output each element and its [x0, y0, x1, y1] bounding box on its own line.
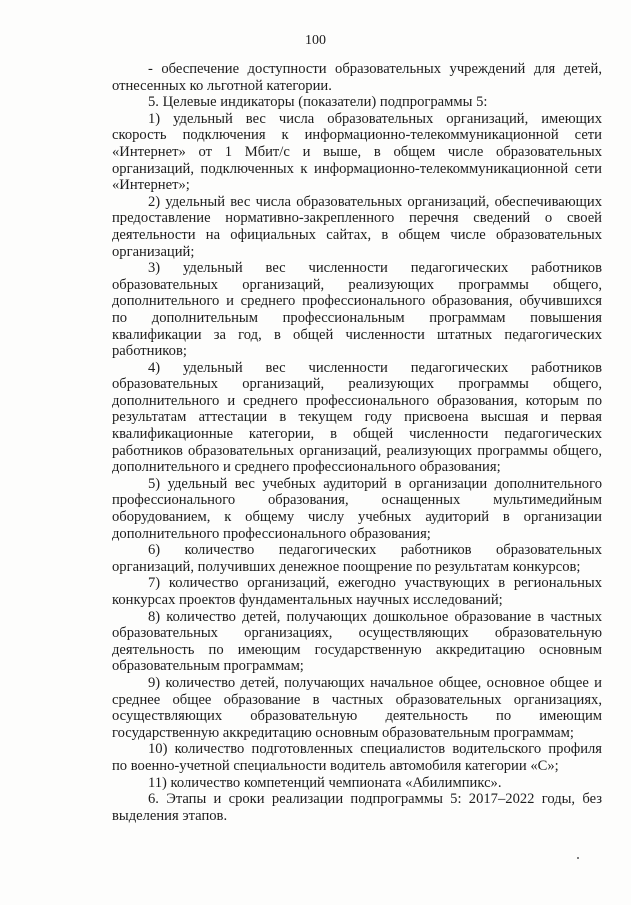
indicator-item-4: 4) удельный вес численности педагогических работников образовательных организаций, реализующих программы общего, дополнительного и среднего профессионального образования, которым по результатам аттестации в текущем году присвоена высшая и первая квалификационные категории, в общей численности педагогических работников образовательных организаций, реализующих программы общего, дополнительного и среднего профессионального образования; — [112, 359, 602, 476]
indicator-item-2: 2) удельный вес числа образовательных организаций, обеспечивающих предоставление нормативно-закрепленного перечня сведений о своей деятельности на официальных сайтах, в общем числе образовательных организаций; — [112, 193, 602, 260]
indicator-item-8: 8) количество детей, получающих дошкольное образование в частных образовательных организациях, осуществляющих образовательную деятельность по имеющим государственную аккредитацию основным образовательным программам; — [112, 608, 602, 675]
heading-target-indicators: 5. Целевые индикаторы (показатели) подпрограммы 5: — [148, 94, 488, 111]
paragraph-accessibility: - обеспечение доступности образовательных учреждений для детей, отнесенных ко льготной категории. — [112, 61, 602, 94]
indicator-item-5: 5) удельный вес учебных аудиторий в организации дополнительного профессионального образования, оснащенных мультимедийным оборудованием, к общему числу учебных аудиторий в организации дополнительного профессионального образования; — [112, 475, 602, 542]
indicator-item-9: 9) количество детей, получающих начальное общее, основное общее и среднее общее образование в частных образовательных организациях, осуществляющих образовательную деятельность по имеющим государственную аккредитацию основным образовательным программам; — [112, 674, 602, 741]
indicator-item-3: 3) удельный вес численности педагогических работников образовательных организаций, реализующих программы общего, дополнительного и среднего профессионального образования, обучившихся по дополнительным профессиональным программам повышения квалификации за год, в общей численности штатных педагогических работников; — [112, 260, 602, 360]
scan-speck — [577, 857, 579, 859]
paragraph-stages-and-terms: 6. Этапы и сроки реализации подпрограммы 5: 2017–2022 годы, без выделения этапов. — [112, 791, 602, 824]
indicator-item-7: 7) количество организаций, ежегодно участвующих в региональных конкурсах проектов фундаментальных научных исследований; — [112, 575, 602, 608]
page-number: 100 — [305, 33, 326, 48]
document-body — [112, 61, 602, 824]
indicator-item-6: 6) количество педагогических работников образовательных организаций, получивших денежное поощрение по результатам конкурсов; — [112, 542, 602, 575]
indicator-item-1: 1) удельный вес числа образовательных организаций, имеющих скорость подключения к информационно-телекоммуникационной сети «Интернет» от 1 Мбит/с и выше, в общем числе образовательных организаций, подключенных к информационно-телекоммуникационной сети «Интернет»; — [112, 110, 602, 194]
indicator-item-11: 11) количество компетенций чемпионата «Абилимпикс». — [148, 774, 502, 791]
indicator-item-10: 10) количество подготовленных специалистов водительского профиля по военно-учетной специальности водитель автомобиля категории «С»; — [112, 741, 602, 774]
